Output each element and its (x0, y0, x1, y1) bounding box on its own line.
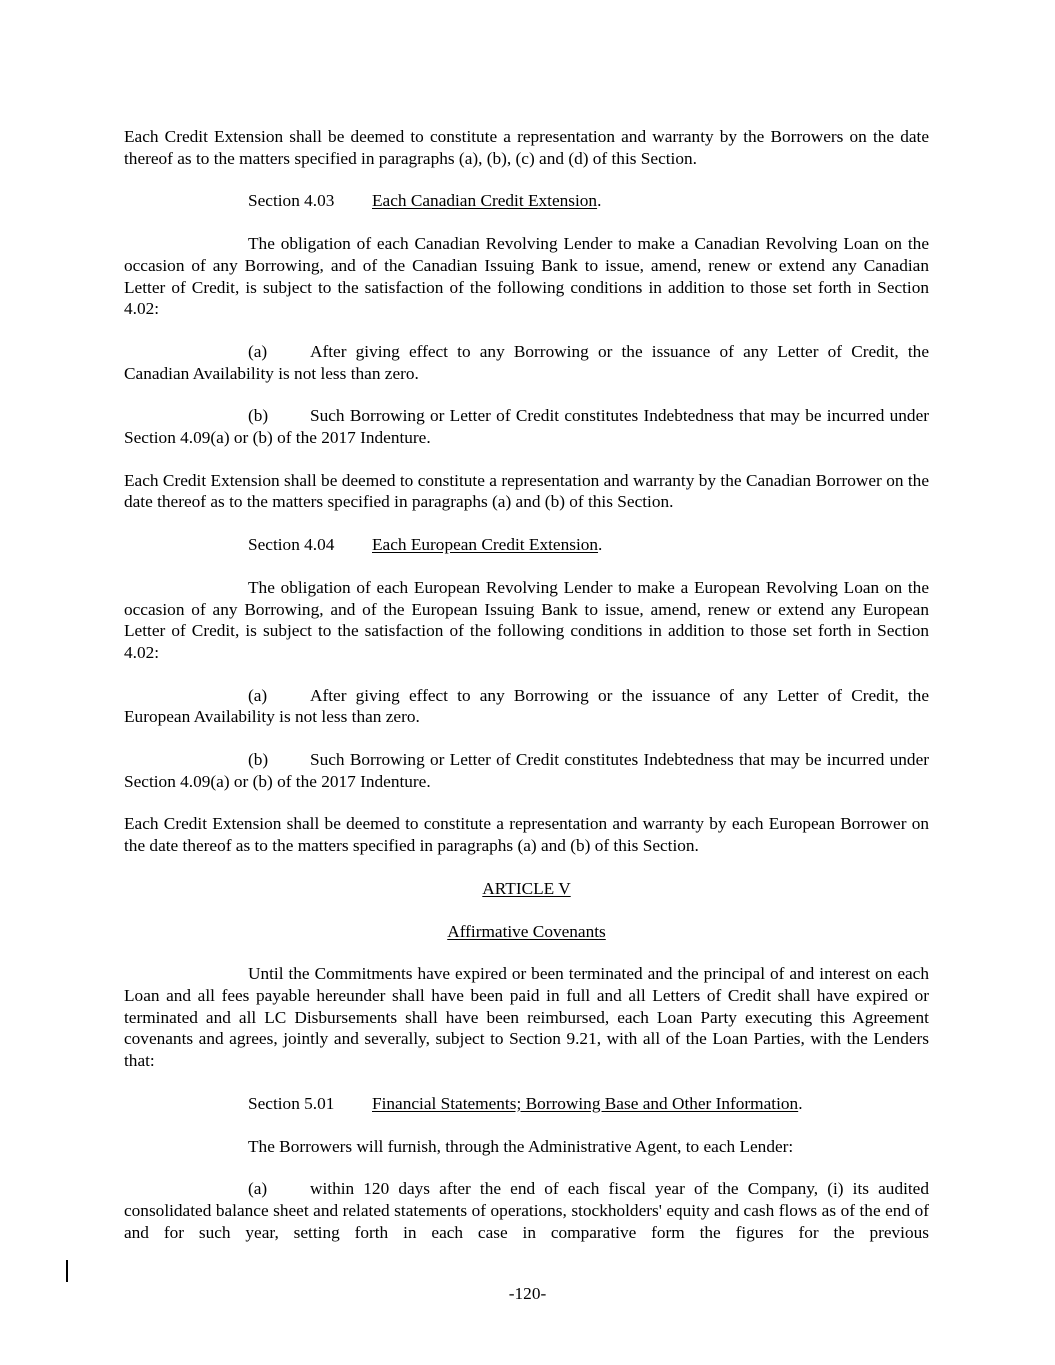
clause-number: (b) (248, 750, 269, 770)
section-number: Section 4.04 (248, 535, 335, 555)
section-5-01-heading (124, 1093, 929, 1115)
article-title-text: ARTICLE V (482, 878, 571, 898)
section-title: Each European Credit Extension (372, 535, 599, 555)
clause-canadian-a (124, 341, 929, 384)
section-4-04-heading (124, 534, 929, 556)
article-subtitle-text: Affirmative Covenants (447, 921, 606, 941)
clause-text: Such Borrowing or Letter of Credit constitutes Indebtedness that may be incurred under Section 4.09(a) or (b) of the 2017 Indenture. (124, 750, 929, 791)
clause-number: (a) (248, 341, 268, 361)
section-title-punct: . (597, 191, 602, 211)
clause-european-b (124, 749, 929, 792)
clause-number: (b) (248, 406, 269, 426)
article-subtitle (124, 921, 929, 943)
document-page (124, 126, 929, 1243)
page-number: -120- (508, 1284, 547, 1303)
section-number: Section 5.01 (248, 1093, 335, 1113)
clause-text: within 120 days after the end of each fiscal year of the Company, (i) its audited consolidated balance sheet and related statements of operations, stockholders' equity and cash flows as of the end of and for such year, setting forth in each case in comparative form the figures for the previous (124, 1179, 929, 1242)
section-title: Financial Statements; Borrowing Base and Other Information (372, 1093, 799, 1113)
paragraph-credit-extension-borrowers: Each Credit Extension shall be deemed to constitute a representation and warranty by the Borrowers on the date thereof as to the matters specified in paragraphs (a), (b), (c) and (d) of this Section. (124, 127, 929, 168)
clause-european-a (124, 685, 929, 728)
clause-number: (a) (248, 1179, 268, 1199)
section-4-03-heading (124, 190, 929, 212)
paragraph-canadian-obligation: The obligation of each Canadian Revolving Lender to make a Canadian Revolving Loan on the occasion of any Borrowing, and of the Canadian Issuing Bank to issue, amend, renew or extend any Canadian Letter of Credit, is subject to the satisfaction of the following conditions in addition to those set forth in Section 4.02: (124, 234, 929, 319)
change-bar (66, 1260, 68, 1282)
paragraph-credit-extension-european: Each Credit Extension shall be deemed to constitute a representation and warranty by each European Borrower on the date thereof as to the matters specified in paragraphs (a) and (b) of this Section. (124, 814, 929, 856)
paragraph-credit-extension-canadian: Each Credit Extension shall be deemed to constitute a representation and warranty by the Canadian Borrower on the date thereof as to the matters specified in paragraphs (a) and (b) of this Section. (124, 470, 929, 512)
clause-canadian-b (124, 405, 929, 448)
article-title (124, 878, 929, 900)
paragraph-borrowers-furnish: The Borrowers will furnish, through the Administrative Agent, to each Lender: (248, 1136, 794, 1156)
paragraph-european-obligation: The obligation of each European Revolving Lender to make a European Revolving Loan on the occasion of any Borrowing, and of the European Issuing Bank to issue, amend, renew or extend any European Letter of Credit, is subject to the satisfaction of the following conditions in addition to those set forth in Section 4.02: (124, 577, 929, 662)
clause-number: (a) (248, 685, 268, 705)
section-number: Section 4.03 (248, 191, 335, 211)
paragraph-covenants-intro: Until the Commitments have expired or been terminated and the principal of and interest on each Loan and all fees payable hereunder shall have been paid in full and all Letters of Credit shall have expired or terminated and all LC Disbursements shall have been reimbursed, each Loan Party executing this Agreement covenants and agrees, jointly and severally, subject to Section 9.21, with all of the Loan Parties, with the Lenders that: (124, 964, 929, 1071)
clause-text: After giving effect to any Borrowing or the issuance of any Letter of Credit, the European Availability is not less than zero. (124, 685, 929, 727)
section-title-punct: . (798, 1093, 803, 1113)
section-title: Each Canadian Credit Extension (372, 191, 598, 211)
clause-text: After giving effect to any Borrowing or the issuance of any Letter of Credit, the Canadian Availability is not less than zero. (124, 341, 929, 383)
clause-text: Such Borrowing or Letter of Credit constitutes Indebtedness that may be incurred under Section 4.09(a) or (b) of the 2017 Indenture. (124, 406, 929, 448)
section-title-punct: . (598, 535, 603, 555)
clause-5-01-a (124, 1178, 929, 1243)
